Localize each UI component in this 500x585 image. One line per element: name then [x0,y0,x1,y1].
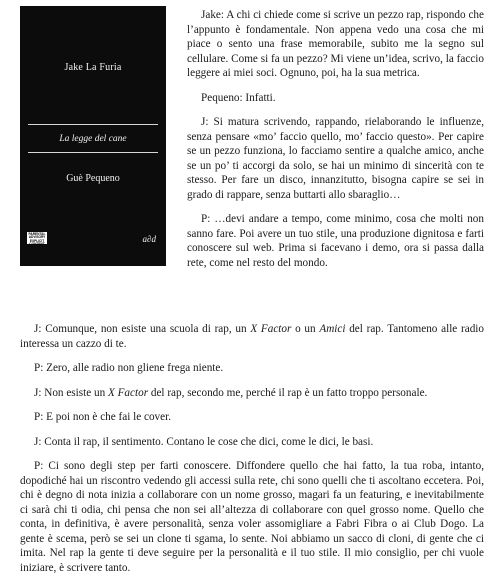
paragraph: P: E poi non è che fai le cover. [34,411,172,423]
paragraph: Pequeno: Infatti. [201,91,276,104]
publisher-logo: a∂d [142,234,156,244]
paragraph: P: Ci sono degli step per farti conoscere. Diffondere quello che hai fatto, la tua roba, intanto, dopodiché hai un riscontro vedendo gli accessi sulla rete, chi sono quelli che ti ascoltano eccetera. Poi, chi è degno di nota inizia a collaborare con un nome grosso, magari fa un featuring, e inevitabilmente ci sarà chi ti odia, chi pensa che non sei all’altezza di collaborare con quel grosso nome. Quello che conta, in definitiva, è avere personalità, senza voler assomigliare a Fabri Fibra o ai Club Dogo. La gente è scema, però se sei un clone ti sgama, lo sente. Noi abbiamo un sacco di cloni, di gente che ci imita. Nel rap la gente ti deve seguire per la personalità e il tuo stile. Il mio consiglio, per chi vuole iniziare, è scrivere tanto. [20,460,484,574]
paragraph: P: …devi andare a tempo, come minimo, cosa che molti non sanno fare. Poi avere un tuo stile, una produzione dignitosa e farti conoscere sul web. Prima si facevano i demo, ora si passa dalla rete, come nel resto del mondo. [187,213,484,269]
paragraph: J: Non esiste un X Factor del rap, secondo me, perché il rap è un fatto troppo personale. [34,386,428,399]
paragraph: Jake: A chi ci chiede come si scrive un pezzo rap, rispondo che l’appunto è fondamentale. Non appena vedo una cosa che mi piace o sento una frase memorabile, subito me la segno sul cellulare. Come si fa un pezzo? Mi viene un’idea, scrivo, la faccio leggere ai miei soci. Ognuno, poi, ha la sua metrica. [187,9,484,79]
cover-title: La legge del cane [59,134,127,144]
full-width-text [20,322,484,585]
side-column-text [187,8,484,280]
cover-rule-top [28,124,158,125]
book-cover [20,6,166,266]
paragraph: J: Conta il rap, il sentimento. Contano le cose che dici, come le dici, le basi. [34,435,374,448]
paragraph: J: Comunque, non esiste una scuola di rap, un X Factor o un Amici del rap. Tantomeno alle radio interessa un cazzo di te. [20,323,484,350]
cover-author: Jake La Furia [64,62,122,73]
cover-rule-bottom [28,152,158,153]
paragraph: J: Si matura scrivendo, rappando, rielaborando le influenze, senza pensare «mo’ faccio quello, mo’ faccio questo». Per capire se un pezzo funziona, lo facciamo sentire a qualche amico, anche se un po’ ti accorgi da solo, se hai un minimo di sincerità con te stesso. Per fare un disco, innanzitutto, bisogna capire se sei in grado di rappare, senza buttarti allo sbaraglio… [187,116,484,201]
paragraph: P: Zero, alle radio non gliene frega niente. [34,362,224,374]
cover-artist: Guè Pequeno [66,173,120,184]
parental-advisory-label: PARENTAL ADVISORY EXPLICIT CONTENT [28,232,46,247]
